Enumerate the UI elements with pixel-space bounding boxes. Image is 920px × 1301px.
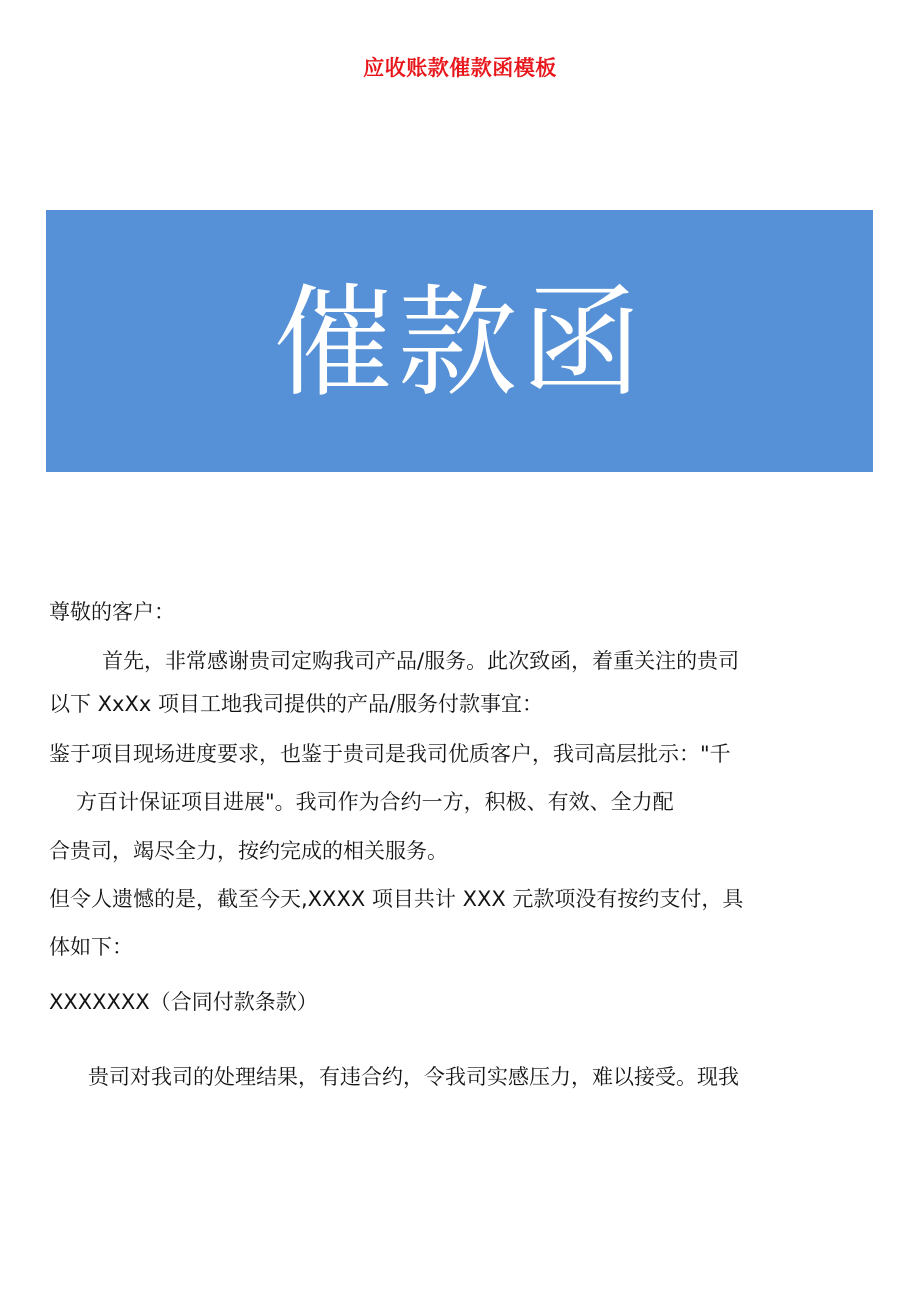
- document-title: 应收账款催款函模板: [363, 56, 557, 80]
- body-line: 但令人遗憾的是，截至今天,XXXX 项目共计 XXX 元款项没有按约支付，具: [49, 887, 744, 911]
- body-line: 方百计保证项目进展"。我司作为合约一方，积极、有效、全力配: [76, 790, 674, 814]
- banner-heading: 催款函: [273, 274, 646, 413]
- title-banner: [46, 210, 873, 472]
- body-line: 首先，非常感谢贵司定购我司产品/服务。此次致函，着重关注的贵司: [102, 649, 740, 673]
- salutation: 尊敬的客户：: [49, 600, 175, 624]
- body-line: 鉴于项目现场进度要求，也鉴于贵司是我司优质客户，我司高层批示："千: [49, 742, 731, 766]
- body-line: 体如下：: [49, 935, 133, 959]
- body-line: 合贵司，竭尽全力，按约完成的相关服务。: [49, 839, 448, 863]
- contract-terms-line: XXXXXXX（合同付款条款）: [49, 990, 318, 1014]
- body-line: 以下 XxXx 项目工地我司提供的产品/服务付款事宜：: [49, 692, 544, 716]
- body-line: 贵司对我司的处理结果，有违合约，令我司实感压力，难以接受。现我: [88, 1065, 739, 1089]
